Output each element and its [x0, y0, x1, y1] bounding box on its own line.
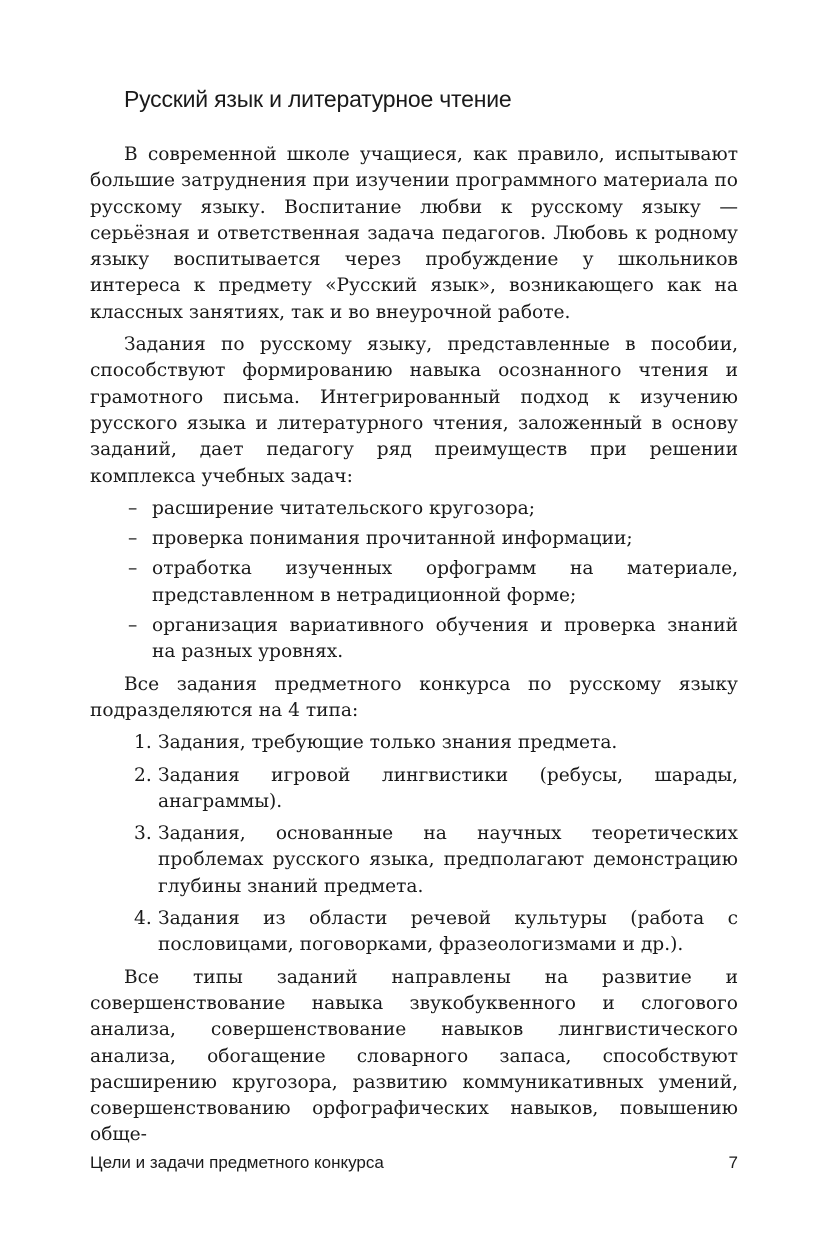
dash-marker: – [128, 497, 138, 519]
numbered-list [90, 730, 738, 958]
numbered-item [90, 906, 738, 959]
list-item [90, 556, 738, 609]
running-title: Цели и задачи предметного конкурса [90, 1153, 384, 1172]
dash-marker: – [128, 558, 138, 580]
numbered-item [90, 730, 738, 756]
item-number: 1. [134, 732, 152, 754]
list-item-text: проверка понимания прочитанной информации; [152, 528, 633, 550]
list-item-text: расширение читательского кругозора; [152, 497, 536, 519]
numbered-item-text: Задания, основанные на научных теоретических проблемах русского языка, предполагают демонстрацию глубины знаний предмета. [158, 823, 738, 897]
section-title: Русский язык и литературное чтение [124, 86, 512, 112]
list-item [90, 613, 738, 666]
list-item-text: отработка изученных орфограмм на материале, представленном в нетрадиционной форме; [152, 558, 738, 606]
dash-list [90, 496, 738, 666]
numbered-item [90, 763, 738, 816]
list-item [90, 496, 738, 522]
item-number: 3. [134, 823, 152, 845]
list-item [90, 526, 738, 552]
page-footer [90, 1153, 738, 1173]
item-number: 4. [134, 908, 152, 930]
numbered-item [90, 821, 738, 900]
dash-marker: – [128, 615, 138, 637]
body-text [90, 142, 738, 1149]
paragraph-tasks: Задания по русскому языку, представленные в пособии, способствуют формированию навыка осознанного чтения и грамотного письма. Интегрированный подход к изучению русского языка и литературного чтения, заложенный в основу заданий, дает педагогу ряд преимуществ при решении комплекса учебных задач: [90, 334, 738, 487]
numbered-item-text: Задания игровой лингвистики (ребусы, шарады, анаграммы). [158, 764, 738, 812]
page-number: 7 [728, 1153, 738, 1172]
paragraph-types: Все задания предметного конкурса по русскому языку подразделяются на 4 типа: [90, 673, 738, 721]
paragraph-intro: В современной школе учащиеся, как правило, испытывают большие затруднения при изучении программного материала по русскому языку. Воспитание любви к русскому языку — серьёзная и ответственная задача педагогов. Любовь к родному языку воспитывается через пробуждение у школьников интереса к предмету «Русский язык», возникающего как на классных занятиях, так и во внеурочной работе. [90, 144, 738, 323]
dash-marker: – [128, 528, 138, 550]
item-number: 2. [134, 764, 152, 786]
numbered-item-text: Задания, требующие только знания предмета. [158, 732, 618, 754]
paragraph-summary: Все типы заданий направлены на развитие и совершенствование навыка звукобуквенного и слогового анализа, совершенствование навыков лингвистического анализа, обогащение словарного запаса, способствуют расширению кругозора, развитию коммуникативных умений, совершенствованию орфографических навыков, повышению обще- [90, 966, 738, 1146]
list-item-text: организация вариативного обучения и проверка знаний на разных уровнях. [152, 615, 738, 663]
numbered-item-text: Задания из области речевой культуры (работа с пословицами, поговорками, фразеологизмами и др.). [158, 908, 738, 956]
